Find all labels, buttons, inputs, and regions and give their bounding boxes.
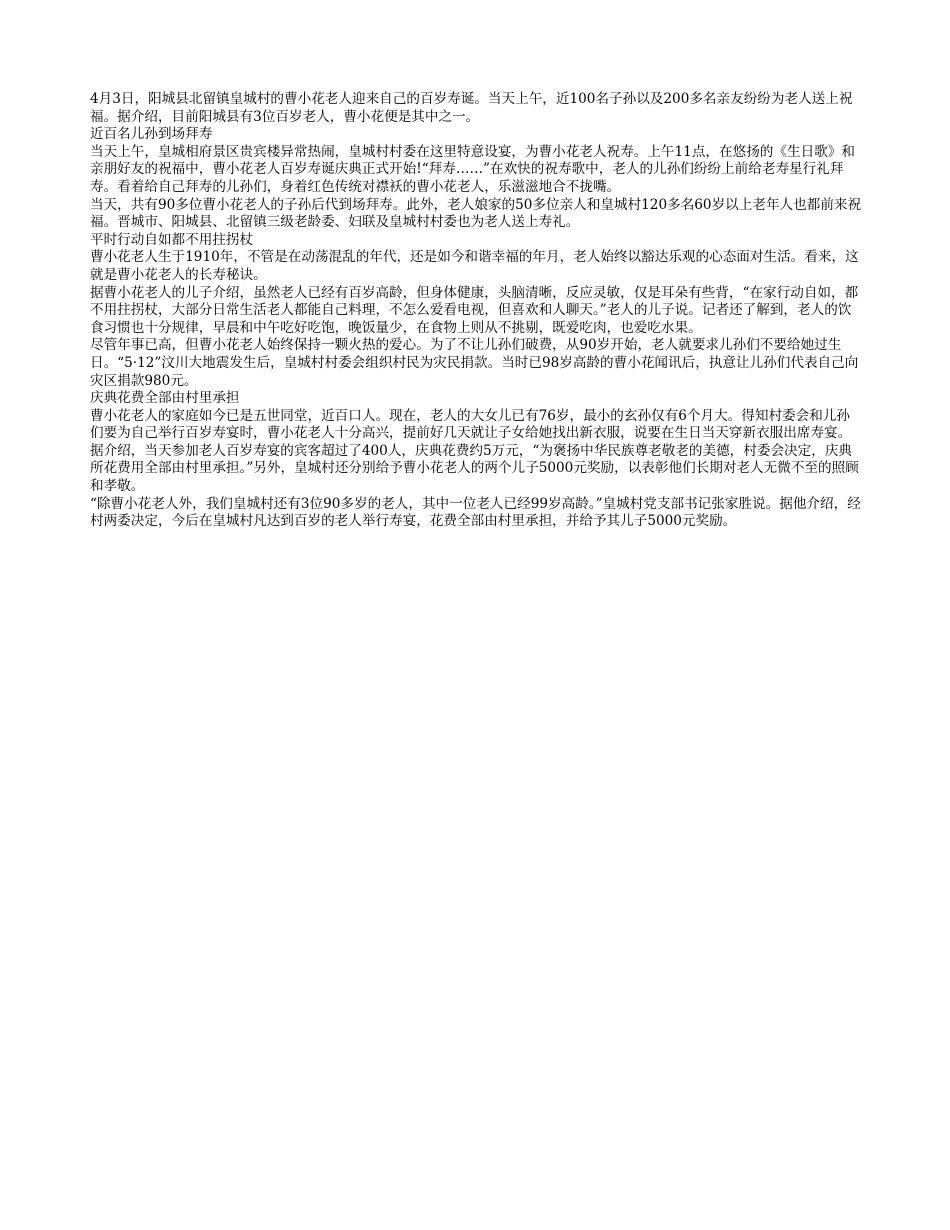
paragraph-ceremony-cost: 据介绍，当天参加老人百岁寿宴的宾客超过了400人，庆典花费约5万元，“为褒扬中华民族尊老敬老的美德，村委会决定，庆典所花费用全部由村里承担。”另外，皇城村还分别给予曹小花老人的两个儿子5000元奖励，以表彰他们长期对老人无微不至的照顾和孝敬。 <box>90 442 859 495</box>
section-heading-birthday-greetings: 近百名儿孙到场拜寿 <box>90 126 213 143</box>
paragraph-village-policy: “除曹小花老人外，我们皇城村还有3位90多岁的老人，其中一位老人已经99岁高龄。”皇城村党支部书记张家胜说。据他介绍，经村两委决定，今后在皇城村凡达到百岁的老人举行寿宴，花费全部由村里承担，并给予其儿子5000元奖励。 <box>90 495 861 530</box>
article-body <box>90 91 862 531</box>
paragraph-attendees: 当天，共有90多位曹小花老人的子孙后代到场拜寿。此外，老人娘家的50多位亲人和皇城村120多名60岁以上老年人也都前来祝福。晋城市、阳城县、北留镇三级老龄委、妇联及皇城村村委也为老人送上寿礼。 <box>90 196 862 231</box>
paragraph-longevity-secret: 曹小花老人生于1910年，不管是在动荡混乱的年代，还是如今和谐幸福的年月，老人始终以豁达乐观的心态面对生活。看来，这就是曹小花老人的长寿秘诀。 <box>90 249 859 283</box>
paragraph-banquet: 当天上午，皇城相府景区贵宾楼异常热闹，皇城村村委在这里特意设宴，为曹小花老人祝寿。上午11点，在悠扬的《生日歌》和亲朋好友的祝福中，曹小花老人百岁寿诞庆典正式开始!“拜寿……”在欢快的祝寿歌中，老人的儿孙们纷纷上前给老寿星行礼拜寿。看着给自己拜寿的儿孙们，身着红色传统对襟袄的曹小花老人，乐滋滋地合不拢嘴。 <box>90 143 855 195</box>
section-heading-mobility: 平时行动自如都不用拄拐杖 <box>90 231 254 248</box>
paragraph-donation: 尽管年事已高，但曹小花老人始终保持一颗火热的爱心。为了不让儿孙们破费，从90岁开始，老人就要求儿孙们不要给她过生日。“5·12”汶川大地震发生后，皇城村村委会组织村民为灾民捐款。当时已98岁高龄的曹小花闻讯后，执意让儿孙们代表自己向灾区捐款980元。 <box>90 337 859 389</box>
paragraph-health: 据曹小花老人的儿子介绍，虽然老人已经有百岁高龄，但身体健康，头脑清晰，反应灵敏，仅是耳朵有些背，“在家行动自如，都不用拄拐杖，大部分日常生活老人都能自己料理，不怎么爱看电视，但喜欢和人聊天。”老人的儿子说。记者还了解到，老人的饮食习惯也十分规律，早晨和中午吃好吃饱，晚饭量少，在食物上则从不挑剔，既爱吃肉，也爱吃水果。 <box>90 284 859 336</box>
paragraph-intro: 4月3日，阳城县北留镇皇城村的曹小花老人迎来自己的百岁寿诞。当天上午，近100名子孙以及200多名亲友纷纷为老人送上祝福。据介绍，目前阳城县有3位百岁老人，曹小花便是其中之一。 <box>90 91 853 125</box>
paragraph-family: 曹小花老人的家庭如今已是五世同堂，近百口人。现在，老人的大女儿已有76岁，最小的玄孙仅有6个月大。得知村委会和儿孙们要为自己举行百岁寿宴时，曹小花老人十分高兴，提前好几天就让子女给她找出新衣服，说要在生日当天穿新衣服出席寿宴。 <box>90 407 852 442</box>
section-heading-expenses: 庆典花费全部由村里承担 <box>90 390 240 407</box>
